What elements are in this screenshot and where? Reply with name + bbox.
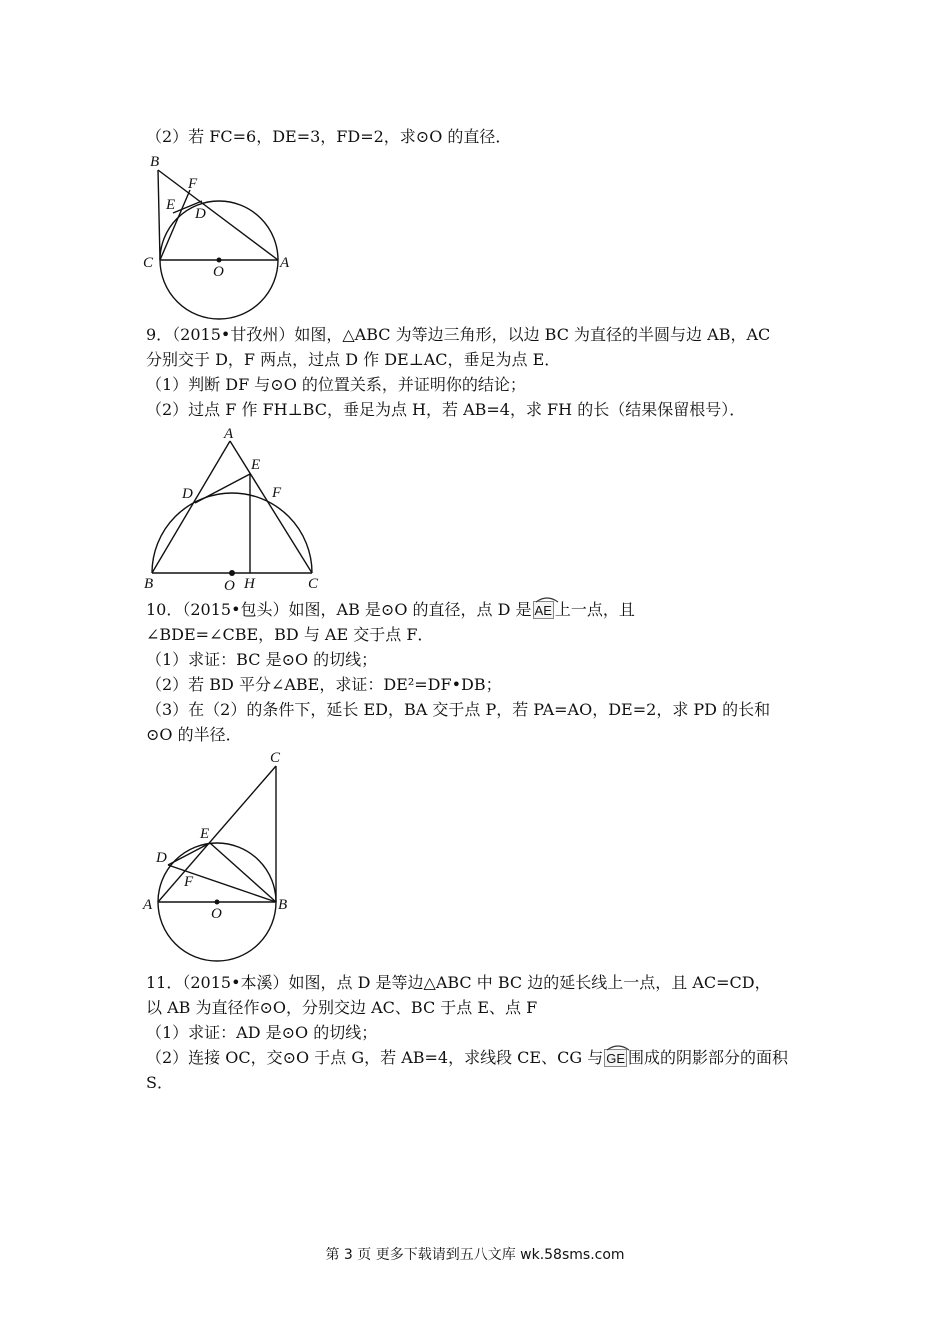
label-f: F bbox=[188, 176, 198, 192]
text-line: （1）求证：AD 是⊙O 的切线； bbox=[146, 1023, 378, 1042]
label-d: D bbox=[182, 486, 193, 502]
label-a: A bbox=[143, 897, 153, 913]
label-a: A bbox=[280, 255, 290, 271]
geometry-figure-1 bbox=[140, 150, 300, 320]
segment-de bbox=[195, 474, 250, 503]
label-o: O bbox=[224, 578, 235, 594]
page-footer: 第 3 页 更多下载请到五八文库 wk.58sms.com bbox=[325, 1247, 625, 1263]
label-d: D bbox=[195, 206, 206, 222]
text-line: （2）过点 F 作 FH⊥BC，垂足为点 H，若 AB=4，求 FH 的长（结果保留根号）． bbox=[146, 400, 746, 419]
text-line bbox=[146, 600, 635, 620]
arc-ge-symbol bbox=[604, 1049, 627, 1067]
label-f: F bbox=[184, 874, 194, 890]
text-line: （1）求证：BC 是⊙O 的切线； bbox=[146, 650, 378, 669]
geometry-figure-2 bbox=[140, 425, 330, 595]
segment-ba bbox=[158, 170, 278, 260]
text-line: 分别交于 D，F 两点，过点 D 作 DE⊥AC，垂足为点 E． bbox=[146, 350, 561, 369]
label-h: H bbox=[244, 576, 255, 592]
text-line bbox=[146, 1048, 788, 1068]
segment-eb bbox=[210, 843, 276, 902]
text-line: 9．（2015•甘孜州）如图，△ABC 为等边三角形，以边 BC 为直径的半圆与边 AB，AC bbox=[146, 325, 771, 344]
text-line: 11．（2015•本溪）如图，点 D 是等边△ABC 中 BC 边的延长线上一点，且 AC=CD， bbox=[146, 973, 771, 992]
text-line: ∠BDE=∠CBE，BD 与 AE 交于点 F． bbox=[146, 625, 434, 644]
text-line: S． bbox=[146, 1073, 173, 1092]
label-e: E bbox=[166, 197, 176, 213]
arc-label: AE bbox=[534, 603, 552, 618]
text-line: 以 AB 为直径作⊙O，分别交边 AC、BC 于点 E、点 F bbox=[146, 998, 538, 1017]
center-dot bbox=[229, 570, 235, 576]
label-o: O bbox=[211, 906, 222, 922]
text-line: ⊙O 的半径． bbox=[146, 725, 242, 744]
text-segment: 上一点，且 bbox=[554, 600, 635, 619]
label-b: B bbox=[144, 576, 154, 592]
text-line: （3）在（2）的条件下，延长 ED，BA 交于点 P，若 PA=AO，DE=2，求 PD 的长和 bbox=[146, 700, 771, 719]
label-a: A bbox=[224, 426, 234, 442]
text-segment: （2）连接 OC，交⊙O 于点 G，若 AB=4，求线段 CE、CG 与 bbox=[146, 1048, 604, 1067]
label-e: E bbox=[251, 457, 261, 473]
label-c: C bbox=[143, 255, 154, 271]
label-f: F bbox=[272, 485, 282, 501]
label-d: D bbox=[156, 850, 167, 866]
label-c: C bbox=[270, 750, 281, 766]
center-dot bbox=[217, 258, 222, 263]
label-o: O bbox=[213, 264, 224, 280]
segment-de bbox=[168, 843, 210, 865]
label-e: E bbox=[200, 826, 210, 842]
label-b: B bbox=[278, 897, 288, 913]
segment-bc bbox=[158, 170, 160, 260]
label-c: C bbox=[308, 576, 319, 592]
text-segment: 围成的阴影部分的面积 bbox=[628, 1048, 789, 1067]
label-b: B bbox=[150, 154, 160, 170]
center-dot bbox=[215, 900, 220, 905]
arc-ae-symbol bbox=[533, 601, 554, 619]
text-line: （2）若 BD 平分∠ABE，求证：DE²=DF•DB； bbox=[146, 675, 502, 694]
text-line: （1）判断 DF 与⊙O 的位置关系，并证明你的结论； bbox=[146, 375, 526, 394]
text-line: （2）若 FC=6，DE=3，FD=2，求⊙O 的直径． bbox=[146, 127, 512, 146]
segment-ab bbox=[152, 441, 230, 573]
geometry-figure-3 bbox=[140, 748, 300, 968]
segment-ac bbox=[230, 441, 312, 573]
arc-label: GE bbox=[606, 1051, 626, 1066]
text-segment: 10．（2015•包头）如图，AB 是⊙O 的直径，点 D 是 bbox=[146, 600, 532, 619]
